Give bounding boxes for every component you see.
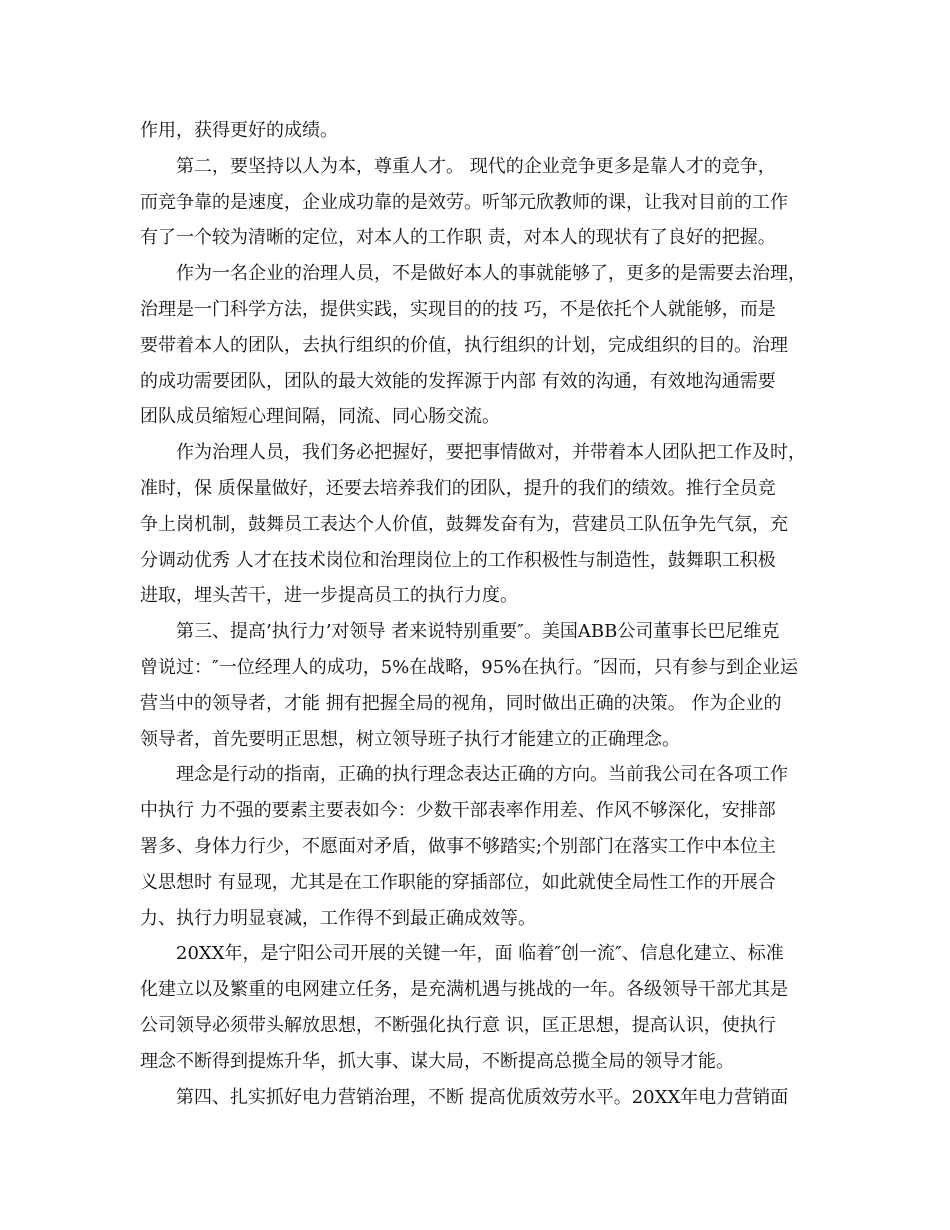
paragraph-first-line: 第四、扎实抓好电力营销治理，不断 提高优质效劳水平。20XX年电力营销面 — [176, 1086, 789, 1108]
text-line: 的成功需要团队，团队的最大效能的发挥源于内部 有效的沟通，有效地沟通需要 — [140, 370, 776, 392]
paragraph-first-line: 20XX年，是宁阳公司开展的关键一年，面 临着″创一流″、信息化建立、标准 — [176, 943, 784, 965]
paragraph-first-line: 作为一名企业的治理人员，不是做好本人的事就能够了，更多的是需要去治理， — [176, 263, 806, 285]
text-line: 有了一个较为清晰的定位，对本人的工作职 责，对本人的现状有了良好的把握。 — [140, 227, 776, 249]
paragraph-first-line: 第三、提高’执行力’对领导 者来说特别重要″。美国ABB公司董事长巴尼维克 — [176, 621, 780, 643]
text-line: 要带着本人的团队，去执行组织的价值，执行组织的计划，完成组织的目的。治理 — [140, 334, 788, 356]
text-line: 作用，获得更好的成绩。 — [140, 120, 338, 141]
paragraph-first-line: 作为治理人员，我们务必把握好，要把事情做对，并带着本人团队把工作及时， — [176, 442, 806, 464]
text-line: 团队成员缩短心理间隔，同流、同心肠交流。 — [140, 406, 500, 428]
text-line: 理念不断得到提炼升华，抓大事、谋大局，不断提高总揽全局的领导才能。 — [140, 1050, 734, 1072]
text-line: 准时，保 质保量做好，还要去培养我们的团队，提升的我们的绩效。推行全员竞 — [140, 477, 776, 499]
document-body — [140, 113, 820, 1115]
paragraph-first-line: 理念是行动的指南，正确的执行理念表达正确的方向。当前我公司在各项工作 — [176, 764, 788, 786]
text-line: 曾说过：″一位经理人的成功，5%在战略，95%在执行。″因而，只有参与到企业运 — [140, 656, 799, 678]
text-line: 进取，埋头苦干，进一步提高员工的执行力度。 — [140, 585, 518, 607]
text-line: 营当中的领导者，才能 拥有把握全局的视角，同时做出正确的决策。 作为企业的 — [140, 692, 782, 714]
text-line: 中执行 力不强的要素主要表如今：少数干部表率作用差、作风不够深化，安排部 — [140, 800, 776, 822]
paragraph-first-line: 第二，要坚持以人为本，尊重人才。 现代的企业竞争更多是靠人才的竞争， — [176, 155, 776, 177]
text-line: 治理是一门科学方法，提供实践，实现目的的技 巧，不是依托个人就能够，而是 — [140, 298, 776, 320]
text-line: 而竞争靠的是速度，企业成功靠的是效劳。听邹元欣教师的课，让我对目前的工作 — [140, 191, 788, 213]
text-line: 力、执行力明显衰减，工作得不到最正确成效等。 — [140, 907, 536, 929]
text-line: 公司领导必须带头解放思想，不断强化执行意 识，匡正思想，提高认识，使执行 — [140, 1014, 776, 1036]
text-line: 分调动优秀 人才在技术岗位和治理岗位上的工作积极性与制造性，鼓舞职工积极 — [140, 549, 776, 571]
text-line: 署多、身体力行少，不愿面对矛盾，做事不够踏实;个别部门在落实工作中本位主 — [140, 835, 777, 857]
text-line: 化建立以及繁重的电网建立任务，是充满机遇与挑战的一年。各级领导干部尤其是 — [140, 979, 788, 1001]
text-line: 义思想时 有显现，尤其是在工作职能的穿插部位，如此就使全局性工作的开展合 — [140, 871, 776, 893]
text-line: 领导者，首先要明正思想，树立领导班子执行才能建立的正确理念。 — [140, 728, 680, 750]
text-line: 争上岗机制，鼓舞员工表达个人价值，鼓舞发奋有为，营建员工队伍争先气氛，充 — [140, 513, 788, 535]
